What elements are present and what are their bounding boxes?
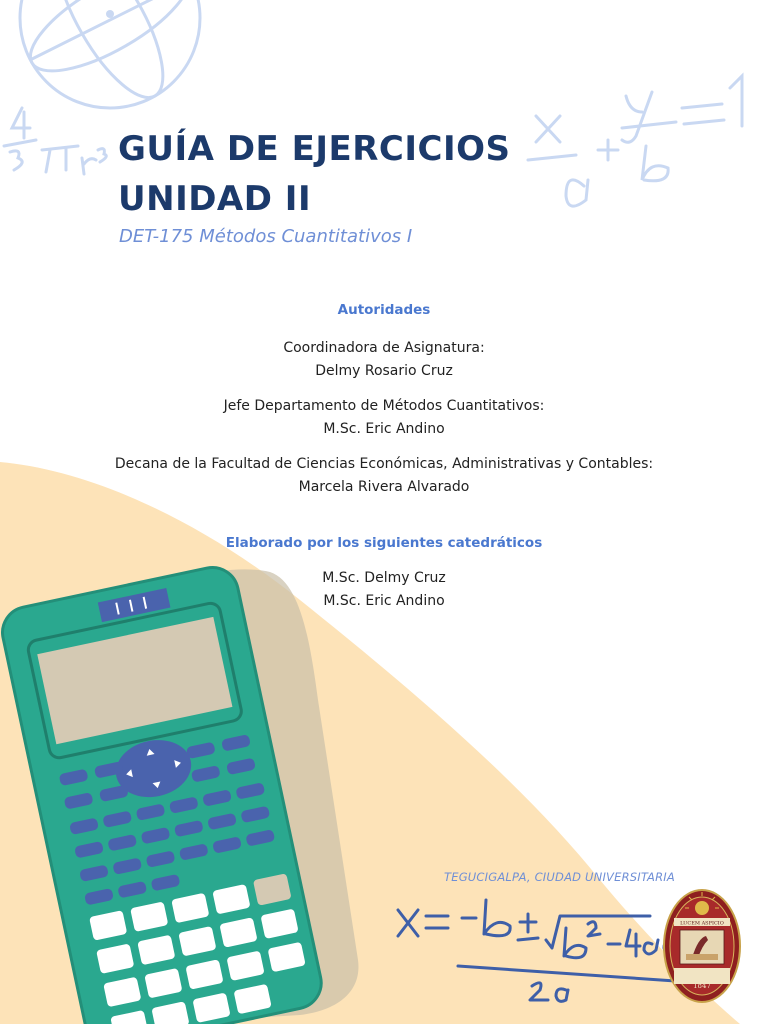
title-line-2: UNIDAD II xyxy=(118,179,312,219)
sphere-volume-sketch xyxy=(4,108,106,174)
authorities-section xyxy=(0,302,768,318)
course-subtitle: DET-175 Métodos Cuantitativos I xyxy=(119,226,413,247)
authority-name: Delmy Rosario Cruz xyxy=(315,363,453,379)
seal-year: 1847 xyxy=(693,982,711,990)
authors-section xyxy=(0,535,768,551)
university-seal xyxy=(662,888,742,1004)
seal-motto: LUCEM ASPICIO xyxy=(680,920,724,927)
footer-location: TEGUCIGALPA, CIUDAD UNIVERSITARIA xyxy=(444,870,675,884)
authority-role: Jefe Departamento de Métodos Cuantitativos: xyxy=(223,398,545,414)
authority-name: Marcela Rivera Alvarado xyxy=(298,479,470,495)
author-name: M.Sc. Delmy Cruz xyxy=(322,570,446,586)
authors-list xyxy=(0,567,768,613)
sun-emblem xyxy=(695,901,709,915)
authority-entry xyxy=(0,337,768,383)
author-name: M.Sc. Eric Andino xyxy=(323,593,445,609)
document-title xyxy=(118,124,510,224)
title-line-1: GUÍA DE EJERCICIOS xyxy=(118,129,511,169)
line-equation-sketch xyxy=(528,76,742,206)
globe-dot xyxy=(106,10,114,18)
authors-heading: Elaborado por los siguientes catedráticos xyxy=(225,535,543,551)
authority-entry xyxy=(0,395,768,441)
authority-name: M.Sc. Eric Andino xyxy=(323,421,445,437)
authority-role: Decana de la Facultad de Ciencias Económicas, Administrativas y Contables: xyxy=(114,456,654,472)
authority-role: Coordinadora de Asignatura: xyxy=(283,340,485,356)
authority-entry xyxy=(0,453,768,499)
authorities-heading: Autoridades xyxy=(337,302,431,318)
